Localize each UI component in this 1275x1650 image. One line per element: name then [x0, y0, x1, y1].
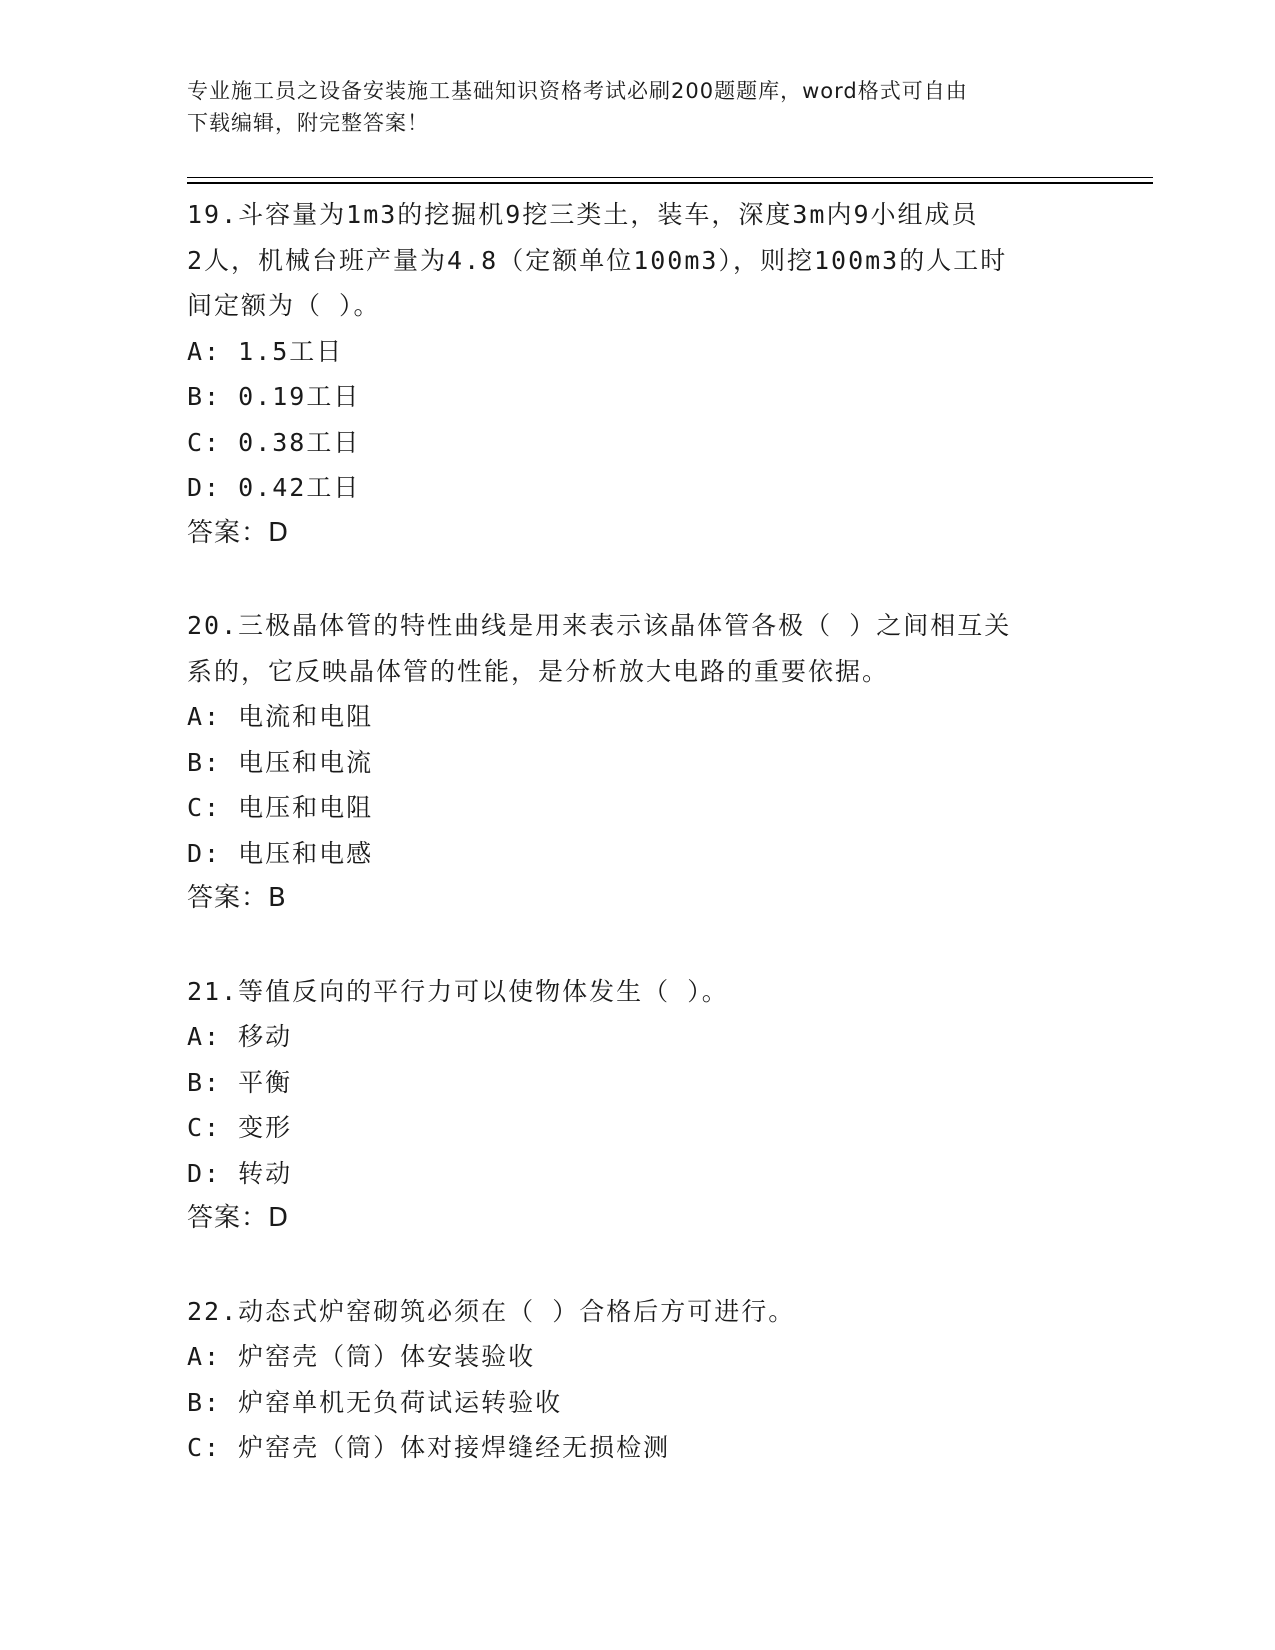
question-20: [187, 603, 1067, 922]
answer-label: 答案：D: [187, 517, 290, 548]
option-b: B: 炉窑单机无负荷试运转验收: [187, 1387, 563, 1417]
question-22: [187, 1289, 1067, 1471]
document-header: [187, 75, 1067, 139]
question-stem-line: 2人，机械台班产量为4.8（定额单位100m3），则挖100m3的人工时: [187, 245, 1008, 275]
question-stem-line: 20.三极晶体管的特性曲线是用来表示该晶体管各极（ ）之间相互关: [187, 611, 1012, 640]
option-b: B: 0.19工日: [187, 382, 361, 411]
answer-label: 答案：B: [187, 883, 287, 913]
question-stem-line: 22.动态式炉窑砌筑必须在（ ）合格后方可进行。: [187, 1296, 796, 1326]
option-a: A: 电流和电阻: [187, 702, 374, 731]
option-a: A: 炉窑壳（筒）体安装验收: [187, 1342, 536, 1371]
option-c: C: 变形: [187, 1113, 293, 1142]
option-a: A: 移动: [187, 1022, 293, 1051]
option-d: D: 转动: [187, 1158, 293, 1188]
question-stem-line: 21.等值反向的平行力可以使物体发生（ ）。: [187, 976, 729, 1006]
question-stem-line: 间定额为（ ）。: [187, 291, 381, 320]
option-b: B: 电压和电流: [187, 747, 374, 777]
option-d: D: 电压和电感: [187, 838, 374, 868]
question-list: [187, 192, 1067, 1518]
document-title-line-1: 专业施工员之设备安装施工基础知识资格考试必刷200题题库，word格式可自由: [187, 79, 968, 103]
question-19: [187, 192, 1067, 556]
question-stem-line: 19.斗容量为1m3的挖掘机9挖三类土，装车，深度3m内9小组成员: [187, 200, 979, 229]
header-divider-thick: [187, 182, 1153, 184]
option-c: C: 电压和电阻: [187, 793, 374, 822]
option-a: A: 1.5工日: [187, 336, 344, 366]
option-d: D: 0.42工日: [187, 473, 361, 502]
option-b: B: 平衡: [187, 1067, 293, 1097]
document-title-line-2: 下载编辑，附完整答案！: [187, 111, 429, 135]
question-stem-line: 系的，它反映晶体管的性能，是分析放大电路的重要依据。: [187, 656, 890, 686]
question-21: [187, 969, 1067, 1242]
option-c: C: 0.38工日: [187, 427, 361, 457]
header-divider-thin: [187, 177, 1153, 178]
answer-label: 答案：D: [187, 1203, 290, 1233]
option-c: C: 炉窑壳（筒）体对接焊缝经无损检测: [187, 1433, 671, 1462]
